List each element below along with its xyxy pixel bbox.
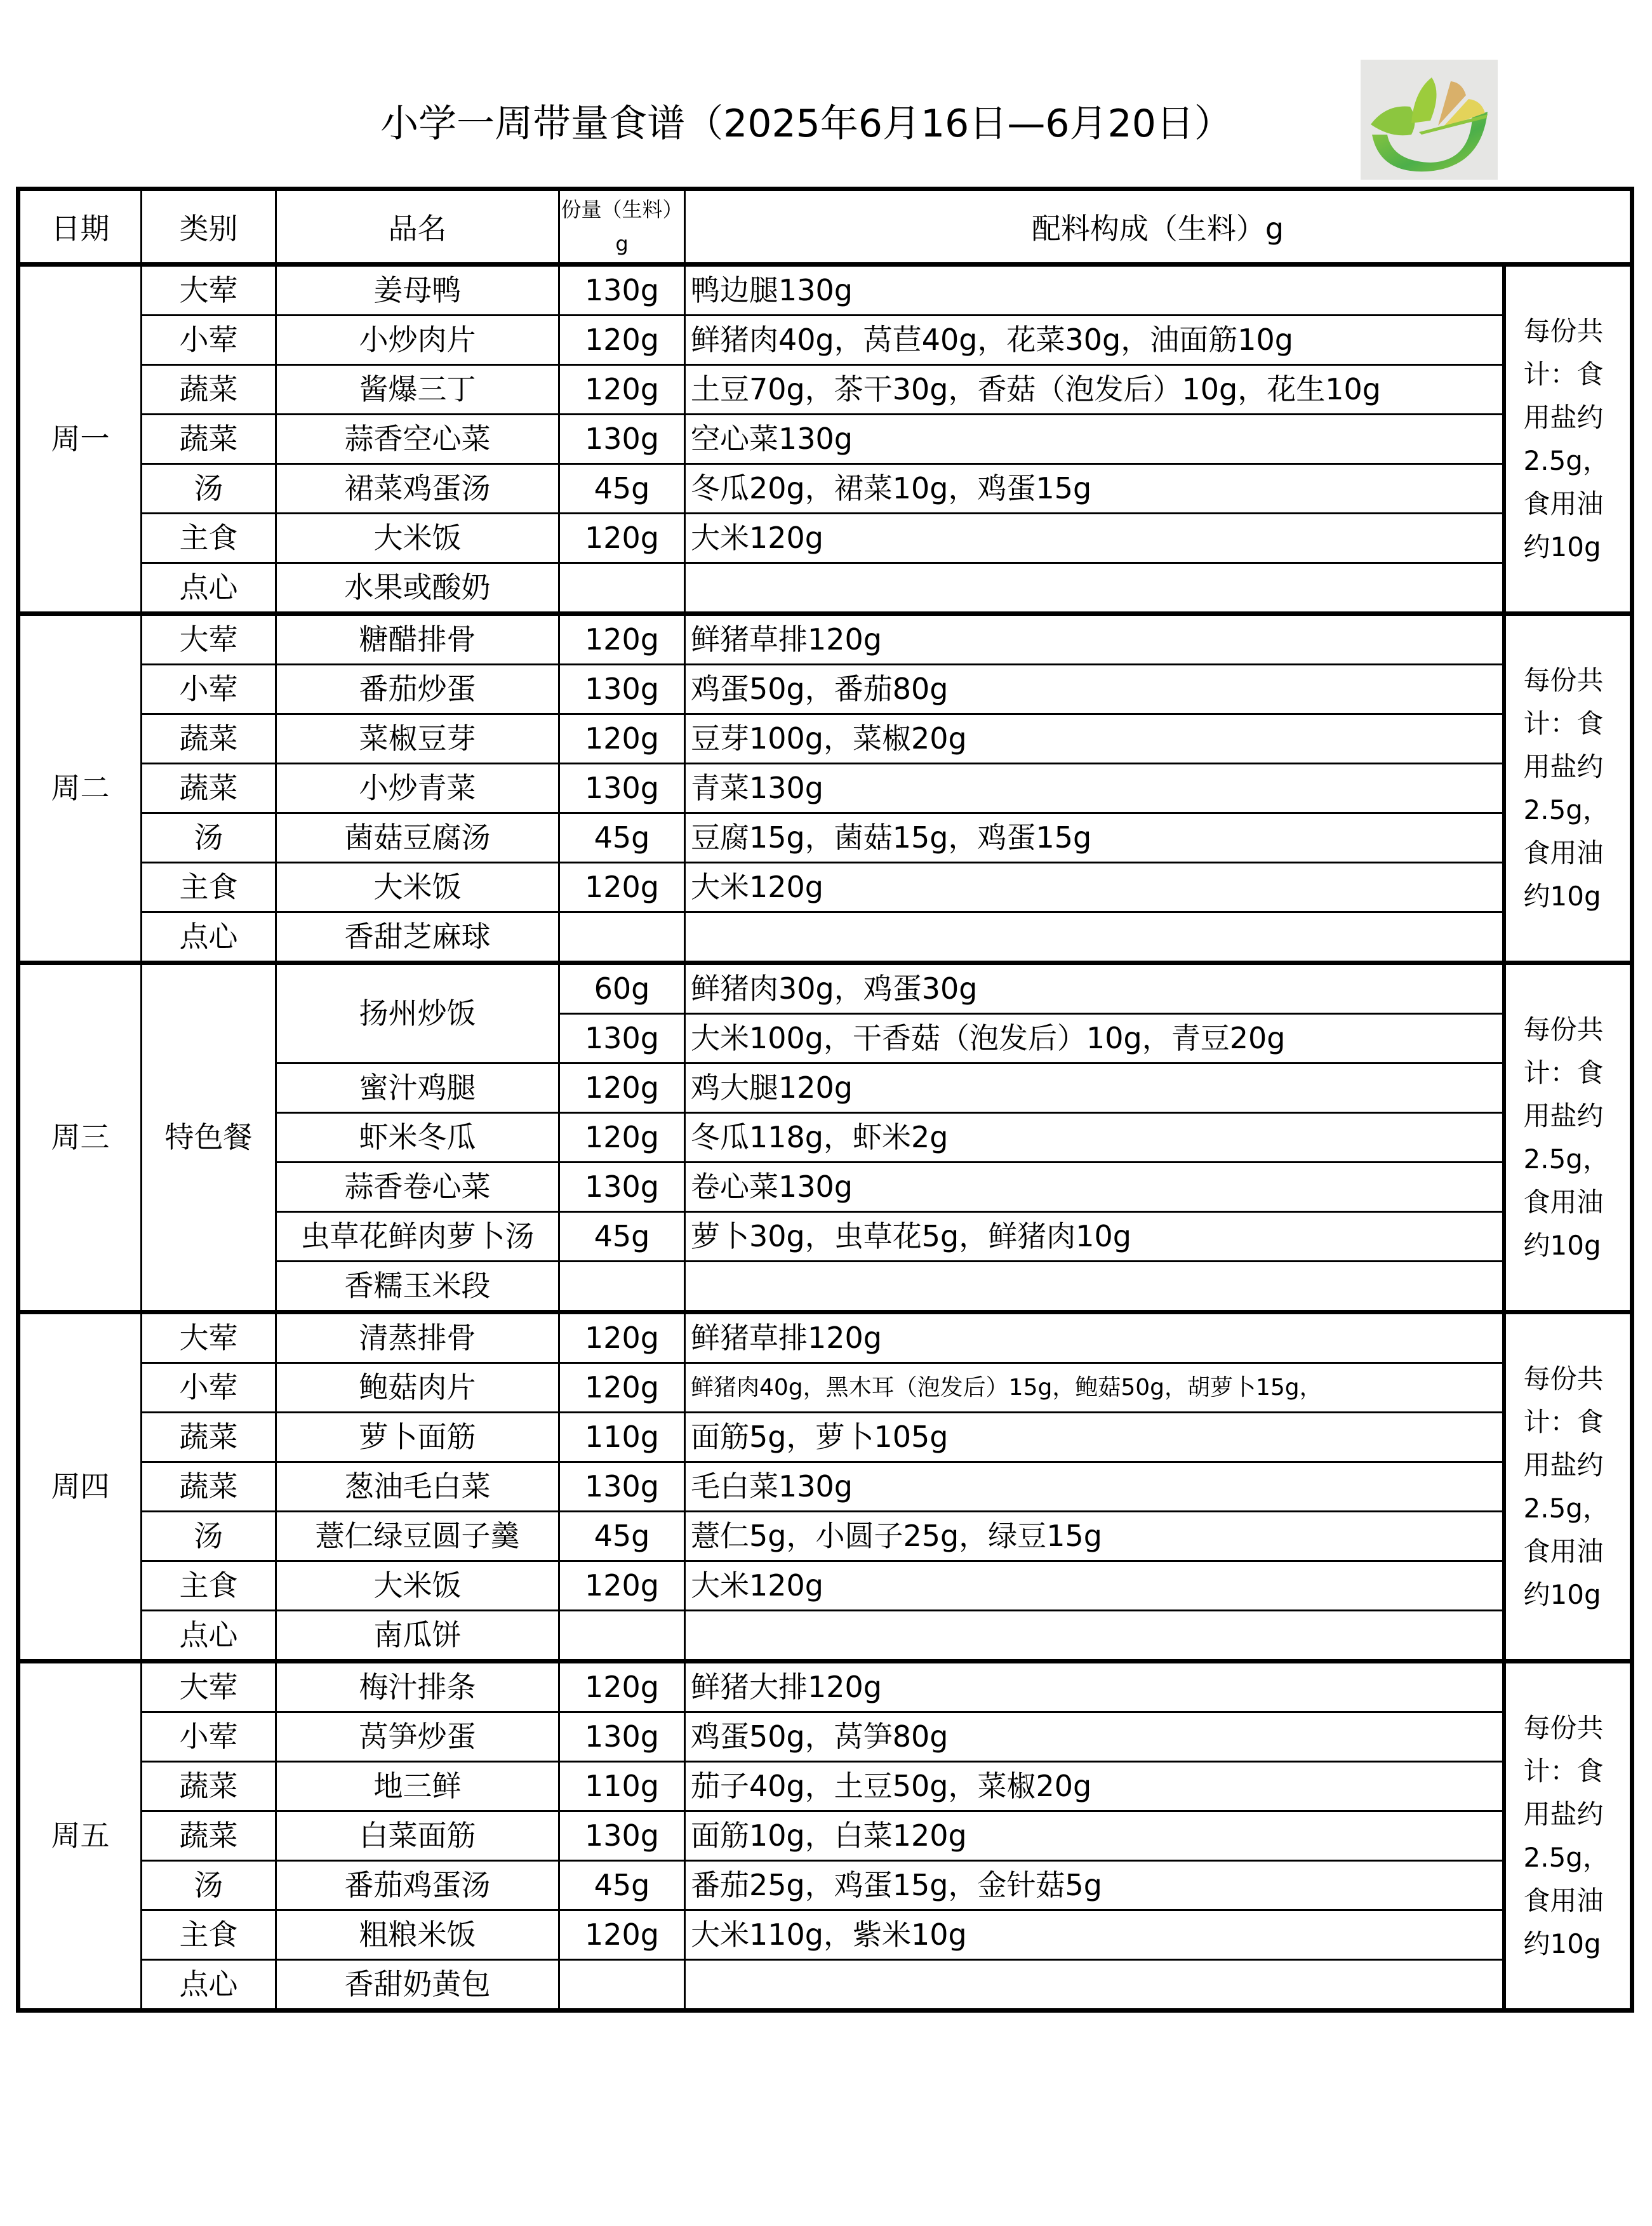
dish-name-cell: 菌菇豆腐汤 bbox=[276, 813, 559, 863]
category-cell: 小荤 bbox=[142, 665, 276, 714]
table-row bbox=[18, 1712, 1632, 1762]
portion-cell bbox=[559, 1960, 685, 2011]
ingredients-cell: 鲜猪肉40g，莴苣40g，花菜30g，油面筋10g bbox=[685, 316, 1504, 365]
category-cell: 点心 bbox=[142, 912, 276, 963]
seasoning-note: 每份共计：食用盐约2.5g，食用油约10g bbox=[1504, 614, 1632, 963]
portion-cell: 45g bbox=[559, 1212, 685, 1262]
table-row bbox=[18, 1960, 1632, 2011]
table-row bbox=[18, 563, 1632, 614]
ingredients-cell: 鲜猪草排120g bbox=[685, 614, 1504, 665]
ingredients-cell bbox=[685, 1262, 1504, 1312]
table-row bbox=[18, 863, 1632, 912]
portion-cell: 45g bbox=[559, 813, 685, 863]
ingredients-cell: 青菜130g bbox=[685, 764, 1504, 813]
table-row bbox=[18, 764, 1632, 813]
seasoning-note: 每份共计：食用盐约2.5g，食用油约10g bbox=[1504, 1312, 1632, 1662]
portion-cell: 120g bbox=[559, 1363, 685, 1413]
dish-name-cell: 莴笋炒蛋 bbox=[276, 1712, 559, 1762]
category-cell: 小荤 bbox=[142, 316, 276, 365]
dish-name-cell: 姜母鸭 bbox=[276, 265, 559, 316]
dish-name-cell: 白菜面筋 bbox=[276, 1811, 559, 1861]
portion-cell: 120g bbox=[559, 714, 685, 764]
table-row bbox=[18, 265, 1632, 316]
table-row bbox=[18, 316, 1632, 365]
dish-name-cell: 小炒肉片 bbox=[276, 316, 559, 365]
table-row bbox=[18, 1561, 1632, 1611]
header-ingredients: 配料构成（生料）g bbox=[685, 189, 1632, 265]
dish-name-cell: 酱爆三丁 bbox=[276, 365, 559, 415]
portion-cell: 130g bbox=[559, 1163, 685, 1212]
dish-name-cell: 香甜奶黄包 bbox=[276, 1960, 559, 2011]
ingredients-cell: 冬瓜118g，虾米2g bbox=[685, 1113, 1504, 1163]
ingredients-cell: 鸡蛋50g，番茄80g bbox=[685, 665, 1504, 714]
page-title: 小学一周带量食谱（2025年6月16日—6月20日） bbox=[380, 102, 1232, 146]
ingredients-cell: 大米120g bbox=[685, 863, 1504, 912]
table-row bbox=[18, 1861, 1632, 1910]
dish-name-cell: 香糯玉米段 bbox=[276, 1262, 559, 1312]
table-row bbox=[18, 665, 1632, 714]
ingredients-cell: 大米120g bbox=[685, 1561, 1504, 1611]
ingredients-cell: 卷心菜130g bbox=[685, 1163, 1504, 1212]
category-cell: 汤 bbox=[142, 1512, 276, 1561]
portion-cell: 130g bbox=[559, 665, 685, 714]
dish-name-cell: 粗粮米饭 bbox=[276, 1910, 559, 1960]
category-cell: 大荤 bbox=[142, 614, 276, 665]
ingredients-cell: 鲜猪草排120g bbox=[685, 1312, 1504, 1363]
dish-name-cell: 蒜香卷心菜 bbox=[276, 1163, 559, 1212]
dish-name-cell: 梅汁排条 bbox=[276, 1662, 559, 1712]
header-portion: 份量（生料）g bbox=[559, 189, 685, 265]
leaf-bowl-logo-icon bbox=[1361, 60, 1498, 180]
portion-cell: 120g bbox=[559, 1561, 685, 1611]
dish-name-cell: 糖醋排骨 bbox=[276, 614, 559, 665]
ingredients-cell: 冬瓜20g，裙菜10g，鸡蛋15g bbox=[685, 464, 1504, 514]
ingredients-cell bbox=[685, 1611, 1504, 1662]
dish-name-cell: 大米饭 bbox=[276, 514, 559, 563]
category-cell: 汤 bbox=[142, 1861, 276, 1910]
dish-name-cell: 葱油毛白菜 bbox=[276, 1462, 559, 1512]
portion-cell: 120g bbox=[559, 863, 685, 912]
category-cell: 蔬菜 bbox=[142, 1413, 276, 1462]
category-cell: 汤 bbox=[142, 813, 276, 863]
portion-cell: 130g bbox=[559, 415, 685, 464]
ingredients-cell bbox=[685, 912, 1504, 963]
header-dish: 品名 bbox=[276, 189, 559, 265]
dish-name-cell: 水果或酸奶 bbox=[276, 563, 559, 614]
ingredients-cell: 鸡蛋50g，莴笋80g bbox=[685, 1712, 1504, 1762]
table-row bbox=[18, 514, 1632, 563]
table-row bbox=[18, 912, 1632, 963]
category-cell: 特色餐 bbox=[142, 963, 276, 1312]
portion-cell: 120g bbox=[559, 316, 685, 365]
portion-cell: 120g bbox=[559, 1910, 685, 1960]
table-row bbox=[18, 1762, 1632, 1811]
ingredients-cell: 茄子40g，土豆50g，菜椒20g bbox=[685, 1762, 1504, 1811]
ingredients-cell: 鸭边腿130g bbox=[685, 265, 1504, 316]
portion-cell: 45g bbox=[559, 1512, 685, 1561]
dish-name-cell: 大米饭 bbox=[276, 863, 559, 912]
seasoning-note: 每份共计：食用盐约2.5g，食用油约10g bbox=[1504, 963, 1632, 1312]
ingredients-cell: 鲜猪大排120g bbox=[685, 1662, 1504, 1712]
category-cell: 主食 bbox=[142, 514, 276, 563]
day-label: 周二 bbox=[18, 614, 142, 963]
portion-cell: 130g bbox=[559, 1462, 685, 1512]
portion-cell bbox=[559, 563, 685, 614]
table-row bbox=[18, 963, 1632, 1014]
category-cell: 蔬菜 bbox=[142, 415, 276, 464]
category-cell: 蔬菜 bbox=[142, 1762, 276, 1811]
portion-cell: 60g bbox=[559, 963, 685, 1014]
table-row bbox=[18, 1811, 1632, 1861]
ingredients-cell: 面筋5g，萝卜105g bbox=[685, 1413, 1504, 1462]
category-cell: 大荤 bbox=[142, 265, 276, 316]
ingredients-cell: 鲜猪肉40g，黑木耳（泡发后）15g，鲍菇50g，胡萝卜15g， bbox=[685, 1363, 1504, 1413]
category-cell: 主食 bbox=[142, 1561, 276, 1611]
portion-cell bbox=[559, 1262, 685, 1312]
table-row bbox=[18, 1363, 1632, 1413]
category-cell: 汤 bbox=[142, 464, 276, 514]
ingredients-cell: 大米120g bbox=[685, 514, 1504, 563]
header-category: 类别 bbox=[142, 189, 276, 265]
category-cell: 蔬菜 bbox=[142, 764, 276, 813]
category-cell: 点心 bbox=[142, 563, 276, 614]
dish-name-cell: 蒜香空心菜 bbox=[276, 415, 559, 464]
dish-name-cell: 大米饭 bbox=[276, 1561, 559, 1611]
portion-cell: 120g bbox=[559, 1312, 685, 1363]
portion-cell: 120g bbox=[559, 514, 685, 563]
dish-name-cell: 番茄炒蛋 bbox=[276, 665, 559, 714]
day-label: 周一 bbox=[18, 265, 142, 614]
category-cell: 点心 bbox=[142, 1611, 276, 1662]
seasoning-note: 每份共计：食用盐约2.5g，食用油约10g bbox=[1504, 265, 1632, 614]
dish-name-cell: 地三鲜 bbox=[276, 1762, 559, 1811]
portion-cell: 45g bbox=[559, 1861, 685, 1910]
category-cell: 蔬菜 bbox=[142, 714, 276, 764]
ingredients-cell: 面筋10g，白菜120g bbox=[685, 1811, 1504, 1861]
day-label: 周三 bbox=[18, 963, 142, 1312]
table-row bbox=[18, 1662, 1632, 1712]
portion-cell: 130g bbox=[559, 1014, 685, 1063]
table-row bbox=[18, 1512, 1632, 1561]
portion-cell: 120g bbox=[559, 365, 685, 415]
portion-cell bbox=[559, 912, 685, 963]
header-date: 日期 bbox=[18, 189, 142, 265]
day-label: 周五 bbox=[18, 1662, 142, 2011]
ingredients-cell: 薏仁5g，小圆子25g，绿豆15g bbox=[685, 1512, 1504, 1561]
portion-cell: 130g bbox=[559, 764, 685, 813]
ingredients-cell: 番茄25g，鸡蛋15g，金针菇5g bbox=[685, 1861, 1504, 1910]
dish-name-cell: 菜椒豆芽 bbox=[276, 714, 559, 764]
portion-cell: 120g bbox=[559, 1063, 685, 1113]
portion-cell: 130g bbox=[559, 1811, 685, 1861]
dish-name-cell: 虾米冬瓜 bbox=[276, 1113, 559, 1163]
dish-name-cell: 萝卜面筋 bbox=[276, 1413, 559, 1462]
ingredients-cell: 鲜猪肉30g，鸡蛋30g bbox=[685, 963, 1504, 1014]
table-row bbox=[18, 1413, 1632, 1462]
ingredients-cell: 鸡大腿120g bbox=[685, 1063, 1504, 1113]
category-cell: 主食 bbox=[142, 1910, 276, 1960]
category-cell: 蔬菜 bbox=[142, 365, 276, 415]
table-row bbox=[18, 813, 1632, 863]
dish-name-cell: 裙菜鸡蛋汤 bbox=[276, 464, 559, 514]
category-cell: 点心 bbox=[142, 1960, 276, 2011]
dish-name-cell: 番茄鸡蛋汤 bbox=[276, 1861, 559, 1910]
ingredients-cell: 土豆70g，茶干30g，香菇（泡发后）10g，花生10g bbox=[685, 365, 1504, 415]
ingredients-cell bbox=[685, 563, 1504, 614]
table-row bbox=[18, 464, 1632, 514]
table-row bbox=[18, 614, 1632, 665]
ingredients-cell: 大米110g，紫米10g bbox=[685, 1910, 1504, 1960]
table-row bbox=[18, 1910, 1632, 1960]
ingredients-cell: 空心菜130g bbox=[685, 415, 1504, 464]
table-row bbox=[18, 1462, 1632, 1512]
dish-name-cell: 扬州炒饭 bbox=[276, 963, 559, 1063]
dish-name-cell: 虫草花鲜肉萝卜汤 bbox=[276, 1212, 559, 1262]
portion-cell bbox=[559, 1611, 685, 1662]
portion-cell: 130g bbox=[559, 1712, 685, 1762]
portion-cell: 120g bbox=[559, 1662, 685, 1712]
weekly-menu-table bbox=[16, 187, 1634, 2013]
portion-cell: 45g bbox=[559, 464, 685, 514]
day-label: 周四 bbox=[18, 1312, 142, 1662]
ingredients-cell: 萝卜30g，虫草花5g，鲜猪肉10g bbox=[685, 1212, 1504, 1262]
table-row bbox=[18, 1312, 1632, 1363]
category-cell: 小荤 bbox=[142, 1363, 276, 1413]
category-cell: 大荤 bbox=[142, 1662, 276, 1712]
dish-name-cell: 鲍菇肉片 bbox=[276, 1363, 559, 1413]
seasoning-note: 每份共计：食用盐约2.5g，食用油约10g bbox=[1504, 1662, 1632, 2011]
table-row bbox=[18, 365, 1632, 415]
portion-cell: 130g bbox=[559, 265, 685, 316]
dish-name-cell: 蜜汁鸡腿 bbox=[276, 1063, 559, 1113]
portion-cell: 120g bbox=[559, 1113, 685, 1163]
dish-name-cell: 南瓜饼 bbox=[276, 1611, 559, 1662]
ingredients-cell: 大米100g，干香菇（泡发后）10g，青豆20g bbox=[685, 1014, 1504, 1063]
table-header-row bbox=[18, 189, 1632, 265]
dish-name-cell: 小炒青菜 bbox=[276, 764, 559, 813]
ingredients-cell: 豆芽100g，菜椒20g bbox=[685, 714, 1504, 764]
table-row bbox=[18, 415, 1632, 464]
category-cell: 蔬菜 bbox=[142, 1462, 276, 1512]
table-row bbox=[18, 714, 1632, 764]
ingredients-cell: 毛白菜130g bbox=[685, 1462, 1504, 1512]
ingredients-cell: 豆腐15g，菌菇15g，鸡蛋15g bbox=[685, 813, 1504, 863]
category-cell: 主食 bbox=[142, 863, 276, 912]
category-cell: 蔬菜 bbox=[142, 1811, 276, 1861]
portion-cell: 120g bbox=[559, 614, 685, 665]
dish-name-cell: 清蒸排骨 bbox=[276, 1312, 559, 1363]
dish-name-cell: 香甜芝麻球 bbox=[276, 912, 559, 963]
category-cell: 大荤 bbox=[142, 1312, 276, 1363]
ingredients-cell bbox=[685, 1960, 1504, 2011]
portion-cell: 110g bbox=[559, 1413, 685, 1462]
category-cell: 小荤 bbox=[142, 1712, 276, 1762]
table-row bbox=[18, 1611, 1632, 1662]
portion-cell: 110g bbox=[559, 1762, 685, 1811]
dish-name-cell: 薏仁绿豆圆子羹 bbox=[276, 1512, 559, 1561]
